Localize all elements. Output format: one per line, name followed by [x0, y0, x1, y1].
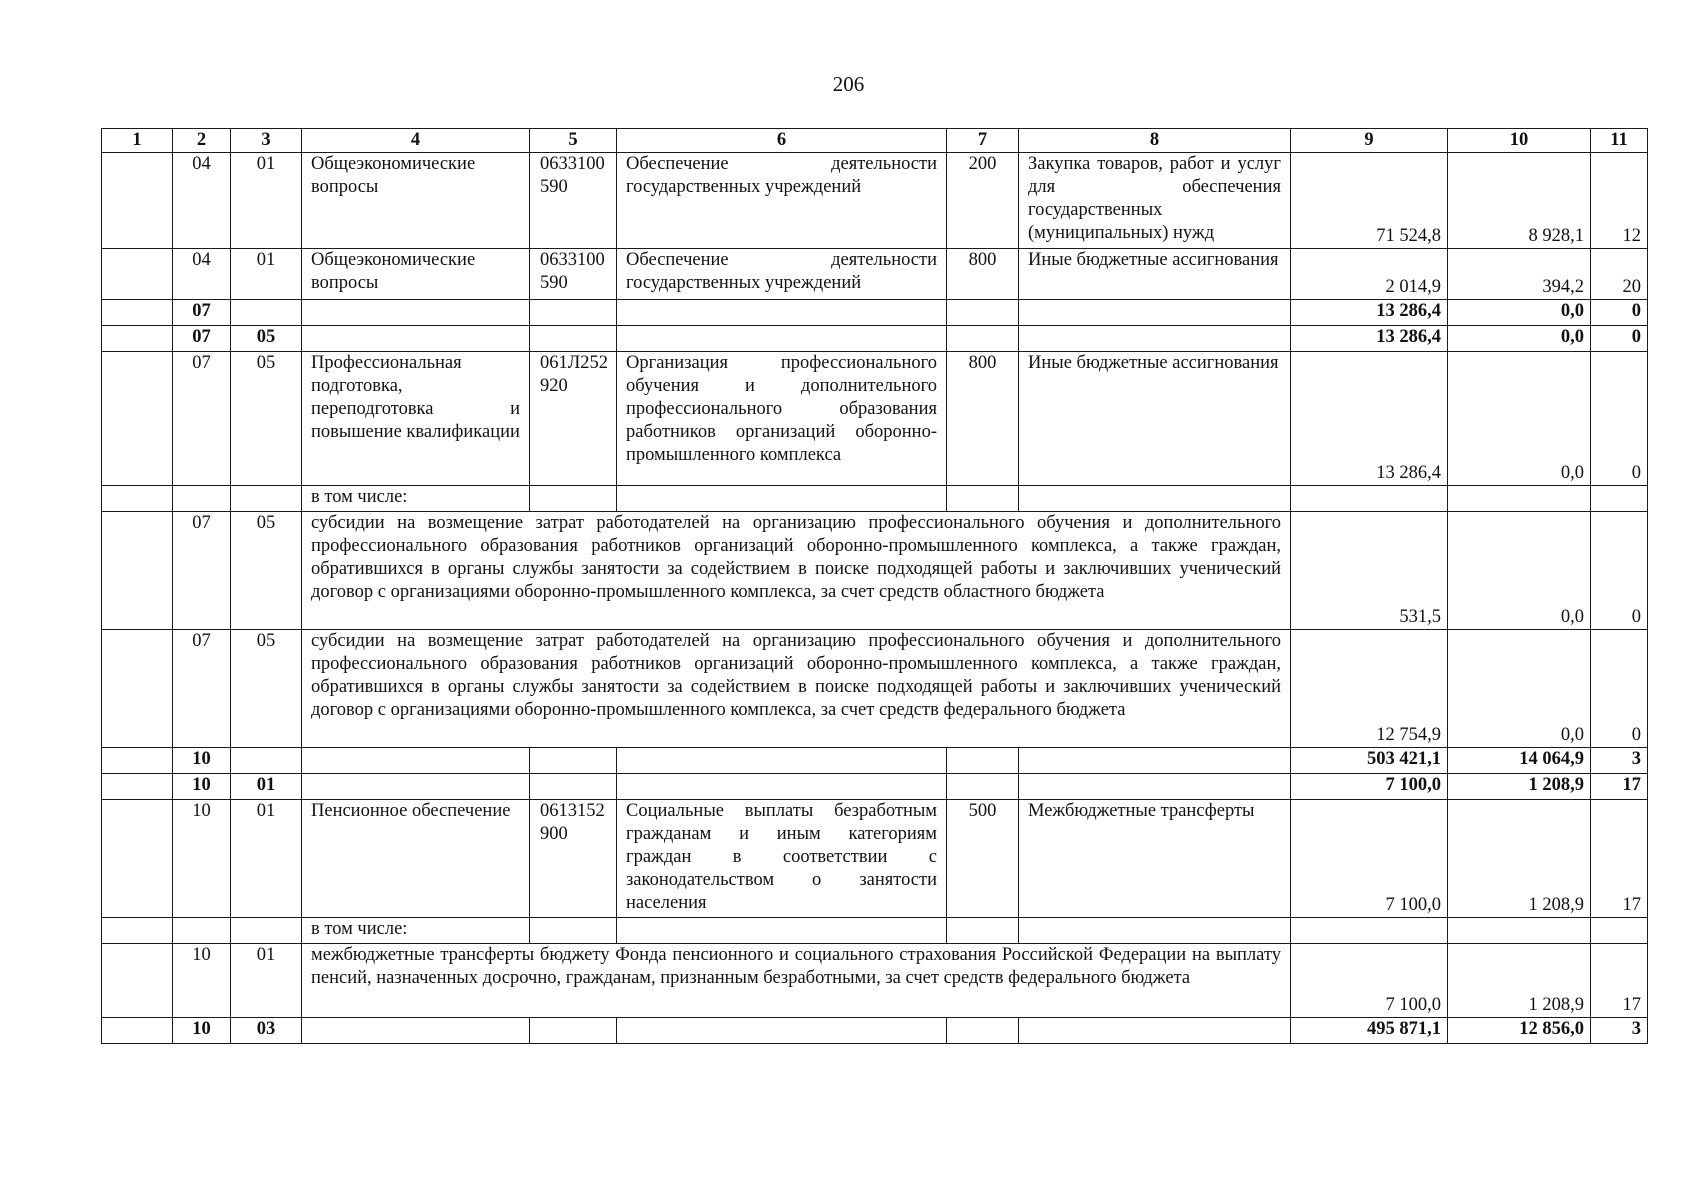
- cell-empty: [1448, 486, 1591, 512]
- cell-subdivision-name: [302, 1018, 530, 1044]
- cell-amount: 13 286,4: [1291, 300, 1448, 326]
- subsidy-description: субсидии на возмещение затрат работодателей на организацию профессионального обучения и дополнительного профессионального образования работников организаций оборонно-промышленного комплекса, а также граждан, обратившихся в органы службы занятости за содействием в поиске подходящей работы и заключивших ученический договор с организациями оборонно-промышленного комплекса, за счет средств областного бюджета: [302, 512, 1291, 630]
- cell-division: 04: [173, 153, 231, 249]
- cell-section: [102, 630, 173, 748]
- cell-subdivision: 01: [231, 774, 302, 800]
- cell-amount-executed: 12 856,0: [1448, 1018, 1591, 1044]
- cell-subdivision: 01: [231, 944, 302, 1018]
- cell-expense-type-name: [1019, 300, 1291, 326]
- cell-percent: 17: [1591, 774, 1648, 800]
- cell-section: [102, 1018, 173, 1044]
- cell-target-article-name: [617, 748, 947, 774]
- cell-empty: [1019, 918, 1291, 944]
- page-number: 206: [832, 72, 865, 96]
- cell-target-article-name: Обеспечение деятельности государственных учреждений: [617, 153, 947, 249]
- column-number-header-row: [102, 129, 1648, 153]
- cell-subdivision: 01: [231, 249, 302, 300]
- cell-section: [102, 748, 173, 774]
- cell-section: [102, 326, 173, 352]
- cell-empty: [617, 486, 947, 512]
- cell-amount-executed: 0,0: [1448, 326, 1591, 352]
- column-header: 9: [1291, 129, 1448, 153]
- cell-subdivision: 03: [231, 1018, 302, 1044]
- column-header: 3: [231, 129, 302, 153]
- cell-empty: [617, 918, 947, 944]
- cell-empty: [231, 918, 302, 944]
- cell-amount-executed: 0,0: [1448, 300, 1591, 326]
- cell-expense-type: 500: [947, 800, 1019, 918]
- cell-percent: 0: [1591, 630, 1648, 748]
- cell-amount: 13 286,4: [1291, 326, 1448, 352]
- cell-expense-type: [947, 300, 1019, 326]
- subtotal-row: [102, 748, 1648, 774]
- cell-expense-type: 800: [947, 249, 1019, 300]
- cell-empty: [1291, 486, 1448, 512]
- cell-amount-executed: 394,2: [1448, 249, 1591, 300]
- cell-subdivision-name: [302, 748, 530, 774]
- cell-division: 07: [173, 352, 231, 486]
- cell-division: 04: [173, 249, 231, 300]
- subsidy-row: [102, 630, 1648, 748]
- cell-empty: [173, 918, 231, 944]
- subsidy-row: [102, 944, 1648, 1018]
- cell-division: 10: [173, 748, 231, 774]
- cell-division: 10: [173, 800, 231, 918]
- cell-percent: 20: [1591, 249, 1648, 300]
- cell-percent: 0: [1591, 352, 1648, 486]
- including-note-row: [102, 918, 1648, 944]
- table-row: [102, 800, 1648, 918]
- cell-subdivision: [231, 748, 302, 774]
- cell-expense-type-name: [1019, 1018, 1291, 1044]
- cell-subdivision-name: [302, 300, 530, 326]
- cell-percent: 0: [1591, 300, 1648, 326]
- cell-empty: [530, 918, 617, 944]
- cell-target-article: [530, 1018, 617, 1044]
- table-row: [102, 153, 1648, 249]
- cell-expense-type-name: [1019, 774, 1291, 800]
- cell-target-article: [530, 774, 617, 800]
- cell-subdivision: 05: [231, 630, 302, 748]
- cell-empty: [1019, 486, 1291, 512]
- cell-empty: [231, 486, 302, 512]
- cell-amount: 7 100,0: [1291, 774, 1448, 800]
- cell-amount: 13 286,4: [1291, 352, 1448, 486]
- cell-amount-executed: 1 208,9: [1448, 774, 1591, 800]
- cell-amount-executed: 1 208,9: [1448, 800, 1591, 918]
- cell-target-article-name: [617, 326, 947, 352]
- cell-expense-type: 200: [947, 153, 1019, 249]
- cell-expense-type-name: [1019, 748, 1291, 774]
- cell-target-article-name: Обеспечение деятельности государственных учреждений: [617, 249, 947, 300]
- cell-subdivision-name: Общеэкономические вопросы: [302, 249, 530, 300]
- cell-percent: 3: [1591, 748, 1648, 774]
- column-header: 11: [1591, 129, 1648, 153]
- cell-target-article: 0633100590: [530, 153, 617, 249]
- cell-subdivision: 01: [231, 153, 302, 249]
- cell-division: 10: [173, 1018, 231, 1044]
- cell-expense-type: [947, 1018, 1019, 1044]
- cell-expense-type: [947, 748, 1019, 774]
- cell-expense-type-name: Иные бюджетные ассигнования: [1019, 352, 1291, 486]
- cell-section: [102, 800, 173, 918]
- cell-expense-type-name: Закупка товаров, работ и услуг для обеспечения государственных (муниципальных) нужд: [1019, 153, 1291, 249]
- subtotal-row: [102, 326, 1648, 352]
- cell-amount: 71 524,8: [1291, 153, 1448, 249]
- cell-expense-type-name: Иные бюджетные ассигнования: [1019, 249, 1291, 300]
- cell-section: [102, 153, 173, 249]
- cell-section: [102, 512, 173, 630]
- cell-target-article: 061Л252920: [530, 352, 617, 486]
- cell-target-article: 0633100590: [530, 249, 617, 300]
- cell-division: 07: [173, 512, 231, 630]
- cell-percent: 12: [1591, 153, 1648, 249]
- subtotal-row: [102, 774, 1648, 800]
- cell-expense-type: [947, 326, 1019, 352]
- cell-target-article-name: Социальные выплаты безработным гражданам и иным категориям граждан в соответствии с законодательством о занятости населения: [617, 800, 947, 918]
- cell-section: [102, 249, 173, 300]
- cell-amount-executed: 1 208,9: [1448, 944, 1591, 1018]
- column-header: 7: [947, 129, 1019, 153]
- subtotal-row: [102, 300, 1648, 326]
- cell-percent: 0: [1591, 326, 1648, 352]
- cell-amount-executed: 14 064,9: [1448, 748, 1591, 774]
- column-header: 6: [617, 129, 947, 153]
- table-row: [102, 249, 1648, 300]
- cell-empty: [1591, 918, 1648, 944]
- subsidy-row: [102, 512, 1648, 630]
- cell-expense-type: 800: [947, 352, 1019, 486]
- cell-amount: 7 100,0: [1291, 800, 1448, 918]
- cell-empty: [102, 486, 173, 512]
- cell-amount: 531,5: [1291, 512, 1448, 630]
- cell-amount-executed: 0,0: [1448, 512, 1591, 630]
- column-header: 1: [102, 129, 173, 153]
- cell-empty: [947, 486, 1019, 512]
- cell-amount-executed: 8 928,1: [1448, 153, 1591, 249]
- cell-target-article-name: Организация профессионального обучения и дополнительного профессионального образования работников организаций оборонно-промышленного комплекса: [617, 352, 947, 486]
- cell-percent: 17: [1591, 800, 1648, 918]
- subsidy-description: субсидии на возмещение затрат работодателей на организацию профессионального обучения и дополнительного профессионального образования работников организаций оборонно-промышленного комплекса, а также граждан, обратившихся в органы службы занятости за содействием в поиске подходящей работы и заключивших ученический договор с организациями оборонно-промышленного комплекса, за счет средств федерального бюджета: [302, 630, 1291, 748]
- cell-subdivision: 05: [231, 512, 302, 630]
- cell-amount: 495 871,1: [1291, 1018, 1448, 1044]
- column-header: 4: [302, 129, 530, 153]
- cell-amount: 7 100,0: [1291, 944, 1448, 1018]
- cell-section: [102, 774, 173, 800]
- cell-target-article-name: [617, 1018, 947, 1044]
- cell-amount: 12 754,9: [1291, 630, 1448, 748]
- column-header: 8: [1019, 129, 1291, 153]
- cell-expense-type-name: [1019, 326, 1291, 352]
- cell-empty: [102, 918, 173, 944]
- cell-empty: [530, 486, 617, 512]
- including-note: в том числе:: [302, 486, 530, 512]
- cell-division: 07: [173, 630, 231, 748]
- cell-section: [102, 300, 173, 326]
- cell-subdivision-name: Общеэкономические вопросы: [302, 153, 530, 249]
- cell-subdivision-name: Профессиональная подготовка, переподготовка и повышение квалификации: [302, 352, 530, 486]
- cell-division: 07: [173, 326, 231, 352]
- cell-empty: [947, 918, 1019, 944]
- cell-empty: [173, 486, 231, 512]
- cell-amount-executed: 0,0: [1448, 352, 1591, 486]
- cell-empty: [1448, 918, 1591, 944]
- cell-section: [102, 352, 173, 486]
- cell-empty: [1291, 918, 1448, 944]
- cell-target-article: [530, 326, 617, 352]
- budget-table: [101, 128, 1648, 1044]
- table-row: [102, 352, 1648, 486]
- cell-target-article: [530, 748, 617, 774]
- cell-amount: 2 014,9: [1291, 249, 1448, 300]
- cell-target-article-name: [617, 300, 947, 326]
- column-header: 10: [1448, 129, 1591, 153]
- cell-amount-executed: 0,0: [1448, 630, 1591, 748]
- cell-target-article: 0613152900: [530, 800, 617, 918]
- column-header: 5: [530, 129, 617, 153]
- cell-division: 10: [173, 944, 231, 1018]
- including-note-row: [102, 486, 1648, 512]
- cell-percent: 0: [1591, 512, 1648, 630]
- cell-amount: 503 421,1: [1291, 748, 1448, 774]
- cell-section: [102, 944, 173, 1018]
- subtotal-row: [102, 1018, 1648, 1044]
- cell-subdivision: 05: [231, 352, 302, 486]
- cell-subdivision: 01: [231, 800, 302, 918]
- cell-percent: 17: [1591, 944, 1648, 1018]
- subsidy-description: межбюджетные трансферты бюджету Фонда пенсионного и социального страхования Российской Федерации на выплату пенсий, назначенных досрочно, гражданам, признанным безработными, за счет средств федерального бюджета: [302, 944, 1291, 1018]
- column-header: 2: [173, 129, 231, 153]
- including-note: в том числе:: [302, 918, 530, 944]
- cell-division: 10: [173, 774, 231, 800]
- cell-target-article: [530, 300, 617, 326]
- cell-empty: [1591, 486, 1648, 512]
- cell-subdivision-name: Пенсионное обеспечение: [302, 800, 530, 918]
- cell-target-article-name: [617, 774, 947, 800]
- cell-subdivision-name: [302, 774, 530, 800]
- cell-subdivision: [231, 300, 302, 326]
- cell-division: 07: [173, 300, 231, 326]
- cell-expense-type: [947, 774, 1019, 800]
- cell-percent: 3: [1591, 1018, 1648, 1044]
- cell-subdivision: 05: [231, 326, 302, 352]
- cell-expense-type-name: Межбюджетные трансферты: [1019, 800, 1291, 918]
- cell-subdivision-name: [302, 326, 530, 352]
